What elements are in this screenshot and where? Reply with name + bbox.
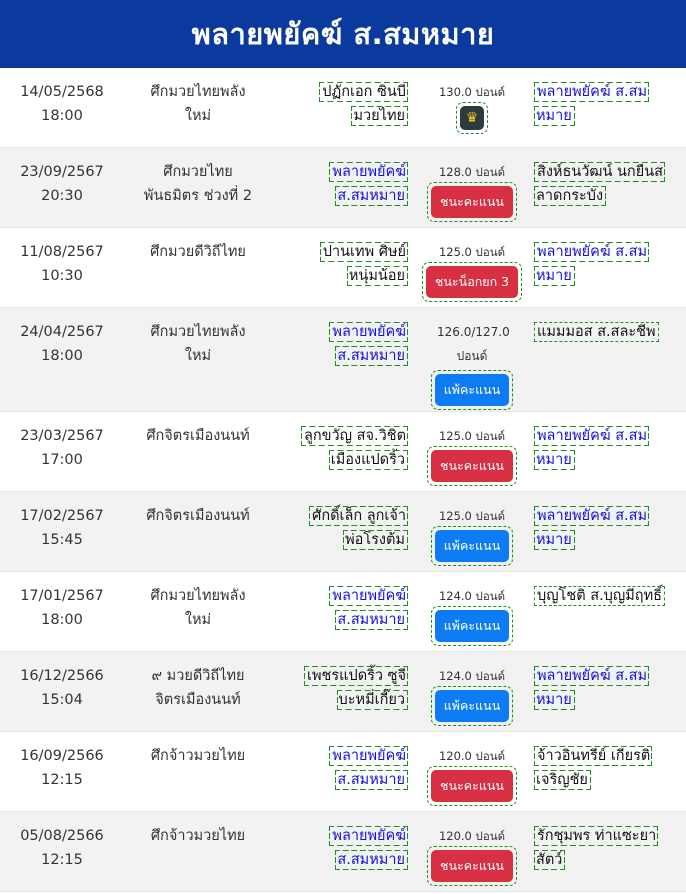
event-line1: ศึกมวยไทย bbox=[163, 164, 233, 180]
fighter-b bbox=[536, 664, 678, 712]
result-badge[interactable]: แพ้คะแนน bbox=[435, 610, 510, 642]
result-column bbox=[410, 662, 534, 726]
fighter-name-line1: พลายพยัคฆ์ ส.สม bbox=[537, 84, 648, 100]
table-row bbox=[0, 228, 686, 308]
event-line1: ศึกมวยไทยพลัง bbox=[150, 324, 246, 340]
event-line2: ใหม่ bbox=[184, 612, 212, 628]
fighter-b bbox=[536, 160, 678, 208]
fighter-name-line1: ปฏักเอก ซินบี bbox=[322, 84, 406, 100]
table-row bbox=[0, 412, 686, 492]
fighter-b bbox=[536, 240, 678, 288]
fight-date bbox=[0, 584, 124, 632]
fighter-name-line2: หมาย bbox=[536, 692, 572, 708]
event-name bbox=[124, 240, 272, 264]
page-title: พลายพยัคฆ์ ส.สมหมาย bbox=[191, 17, 495, 51]
result-column bbox=[410, 502, 534, 566]
fighter-a bbox=[288, 504, 406, 552]
fighter-a bbox=[288, 584, 406, 632]
result-badge[interactable]: แพ้คะแนน bbox=[435, 374, 510, 406]
fighter-name-line1: พลายพยัคฆ์ ส.สม bbox=[537, 428, 648, 444]
fight-date bbox=[0, 80, 124, 128]
fighter-a bbox=[288, 80, 406, 128]
weight-text: 125.0 ปอนด์ bbox=[438, 429, 506, 443]
result-badge[interactable]: ชนะคะแนน bbox=[431, 186, 513, 218]
result-badge[interactable]: ชนะคะแนน bbox=[431, 770, 513, 802]
fighter-name-line2: หนุ่มน้อย bbox=[348, 268, 405, 284]
result-badge[interactable]: ชนะน็อกยก 3 bbox=[426, 266, 518, 298]
fighter-name-fb[interactable] bbox=[536, 428, 647, 468]
date-text: 14/05/2568 bbox=[20, 84, 104, 100]
event-name bbox=[124, 744, 272, 768]
fighter-b bbox=[536, 504, 678, 552]
weight-text: 128.0 ปอนด์ bbox=[438, 165, 506, 179]
result-badge-frame bbox=[456, 102, 489, 134]
fight-date bbox=[0, 240, 124, 288]
fighter-name-line2: ลาดกระบัง bbox=[536, 188, 604, 204]
result-column bbox=[410, 158, 534, 222]
table-row bbox=[0, 652, 686, 732]
result-badge-frame bbox=[431, 370, 514, 410]
fight-date bbox=[0, 424, 124, 472]
fighter-b bbox=[536, 320, 678, 344]
fighter-name-line1: สิงห์ธนวัฒน์ นกยืนส bbox=[537, 164, 663, 180]
fighter-a bbox=[288, 240, 406, 288]
fighter-name-line1: พลายพยัคฆ์ bbox=[332, 164, 406, 180]
date-text: 16/09/2566 bbox=[20, 748, 104, 764]
fighter-b bbox=[536, 584, 678, 608]
fight-date bbox=[0, 160, 124, 208]
event-name bbox=[124, 584, 272, 632]
weight-text: 126.0/127.0 ปอนด์ bbox=[437, 325, 510, 363]
event-line1: ศึกจ้าวมวยไทย bbox=[150, 748, 246, 764]
event-name bbox=[124, 504, 272, 528]
result-badge[interactable] bbox=[460, 106, 485, 130]
fighter-name-line2: ส.สมหมาย bbox=[337, 188, 405, 204]
result-column bbox=[410, 422, 534, 486]
time-text: 15:04 bbox=[41, 692, 83, 708]
fighter-name-fb bbox=[536, 324, 657, 340]
table-row bbox=[0, 732, 686, 812]
weight-text: 130.0 ปอนด์ bbox=[438, 85, 506, 99]
time-text: 18:00 bbox=[41, 612, 83, 628]
fighter-name-line1: เพชรแปดริ้ว ซูจี bbox=[307, 668, 406, 684]
event-name bbox=[124, 80, 272, 128]
fighter-name-line2: หมาย bbox=[536, 532, 572, 548]
fighter-a bbox=[288, 160, 406, 208]
fighter-a bbox=[288, 320, 406, 368]
time-text: 18:00 bbox=[41, 348, 83, 364]
fighter-name-fb[interactable] bbox=[536, 244, 647, 284]
fighter-name-line2: สัตว์ bbox=[536, 852, 563, 868]
event-line2: จิตรเมืองนนท์ bbox=[155, 692, 241, 708]
fighter-name-fa bbox=[303, 428, 406, 468]
event-line1: ศึกจิตรเมืองนนท์ bbox=[146, 508, 250, 524]
event-name bbox=[124, 160, 272, 208]
fighter-b bbox=[536, 744, 678, 792]
fighter-name-line2: หมาย bbox=[536, 108, 572, 124]
weight-text: 120.0 ปอนด์ bbox=[438, 829, 506, 843]
fighter-a bbox=[288, 824, 406, 872]
fighter-b bbox=[536, 424, 678, 472]
fighter-name-line2: หมาย bbox=[536, 268, 572, 284]
table-row bbox=[0, 308, 686, 412]
fighter-name-line2: เจริญชัย bbox=[536, 772, 588, 788]
fight-date bbox=[0, 824, 124, 872]
event-line1: ๙ มวยดีวิถีไทย bbox=[151, 668, 245, 684]
crown-icon: ♛ bbox=[465, 110, 479, 126]
result-column bbox=[410, 238, 534, 302]
result-badge-frame bbox=[427, 182, 517, 222]
date-text: 23/03/2567 bbox=[20, 428, 104, 444]
result-badge[interactable]: แพ้คะแนน bbox=[435, 530, 510, 562]
event-line1: ศึกจิตรเมืองนนท์ bbox=[146, 428, 250, 444]
result-column bbox=[410, 742, 534, 806]
fighter-name-line1: แมมมอส ส.สละชีพ bbox=[537, 324, 656, 340]
fighter-name-line1: ศักดิ์เล็ก ลูกเจ้า bbox=[312, 508, 406, 524]
result-column bbox=[410, 318, 534, 410]
fight-date bbox=[0, 320, 124, 368]
fighter-name-fa[interactable] bbox=[331, 324, 406, 364]
result-badge-frame bbox=[427, 446, 517, 486]
fighter-name-fa bbox=[321, 84, 406, 124]
event-line2: ใหม่ bbox=[184, 108, 212, 124]
fighter-name-line1: พลายพยัคฆ์ bbox=[332, 324, 406, 340]
result-column bbox=[410, 78, 534, 134]
fighter-name-line2: พ่อโรงต้ม bbox=[345, 532, 405, 548]
event-line2: ใหม่ bbox=[184, 348, 212, 364]
page-header bbox=[0, 0, 686, 68]
result-badge[interactable]: ชนะคะแนน bbox=[431, 850, 513, 882]
date-text: 23/09/2567 bbox=[20, 164, 104, 180]
time-text: 18:00 bbox=[41, 108, 83, 124]
fighter-a bbox=[288, 424, 406, 472]
fighter-b bbox=[536, 824, 678, 872]
fighter-name-line1: พลายพยัคฆ์ ส.สม bbox=[537, 244, 648, 260]
result-badge-frame bbox=[427, 846, 517, 886]
result-column bbox=[410, 582, 534, 646]
table-row bbox=[0, 148, 686, 228]
event-line1: ศึกมวยไทยพลัง bbox=[150, 588, 246, 604]
fight-date bbox=[0, 664, 124, 712]
date-text: 11/08/2567 bbox=[20, 244, 104, 260]
table-row bbox=[0, 812, 686, 892]
result-badge-frame bbox=[427, 766, 517, 806]
date-text: 17/01/2567 bbox=[20, 588, 104, 604]
table-row bbox=[0, 68, 686, 148]
result-badge-frame bbox=[431, 686, 514, 726]
fighter-name-line1: ปานเทพ ศิษย์ bbox=[322, 244, 406, 260]
result-badge-frame bbox=[431, 526, 514, 566]
time-text: 12:15 bbox=[41, 772, 83, 788]
fighter-name-line1: รักชุมพร ท่าแซะยา bbox=[537, 828, 657, 844]
event-line1: ศึกมวยไทยพลัง bbox=[150, 84, 246, 100]
fighter-b bbox=[536, 80, 678, 128]
fight-history-table bbox=[0, 68, 686, 892]
fighter-name-line1: ลูกขวัญ สจ.วิชิต bbox=[303, 428, 406, 444]
time-text: 20:30 bbox=[41, 188, 83, 204]
fighter-name-line1: พลายพยัคฆ์ ส.สม bbox=[537, 668, 648, 684]
fighter-name-line2: หมาย bbox=[536, 452, 572, 468]
fighter-name-fb bbox=[536, 828, 656, 868]
fighter-name-line1: บุญโชติ ส.บุญมีฤทธิ์ bbox=[537, 588, 662, 604]
fighter-a bbox=[288, 744, 406, 792]
event-line2: พันธมิตร ช่วงที่ 2 bbox=[143, 188, 253, 204]
fighter-name-fa bbox=[306, 668, 406, 708]
date-text: 16/12/2566 bbox=[20, 668, 104, 684]
result-badge-frame bbox=[422, 262, 522, 302]
fighter-a bbox=[288, 664, 406, 712]
fighter-name-fb bbox=[536, 748, 650, 788]
result-badge-frame bbox=[431, 606, 514, 646]
event-line1: ศึกจ้าวมวยไทย bbox=[150, 828, 246, 844]
weight-text: 125.0 ปอนด์ bbox=[438, 509, 506, 523]
time-text: 17:00 bbox=[41, 452, 83, 468]
fight-date bbox=[0, 504, 124, 552]
fighter-name-line2: ส.สมหมาย bbox=[337, 852, 405, 868]
result-column bbox=[410, 822, 534, 886]
fighter-name-line2: มวยไทย bbox=[353, 108, 405, 124]
fighter-name-line1: พลายพยัคฆ์ ส.สม bbox=[537, 508, 648, 524]
fighter-name-line1: จ้าวอินทรีย์ เกียรติ bbox=[537, 748, 651, 764]
event-line1: ศึกมวยดีวิถีไทย bbox=[150, 244, 246, 260]
time-text: 15:45 bbox=[41, 532, 83, 548]
event-name bbox=[124, 424, 272, 448]
date-text: 24/04/2567 bbox=[20, 324, 104, 340]
fighter-name-fa[interactable] bbox=[331, 748, 406, 788]
date-text: 17/02/2567 bbox=[20, 508, 104, 524]
fight-date bbox=[0, 744, 124, 792]
result-badge[interactable]: ชนะคะแนน bbox=[431, 450, 513, 482]
fighter-name-fa bbox=[311, 508, 406, 548]
fighter-name-fa bbox=[322, 244, 406, 284]
fighter-name-fa[interactable] bbox=[331, 828, 406, 868]
fighter-name-line1: พลายพยัคฆ์ bbox=[332, 748, 406, 764]
event-name bbox=[124, 320, 272, 368]
fighter-name-line1: พลายพยัคฆ์ bbox=[332, 588, 406, 604]
weight-text: 120.0 ปอนด์ bbox=[438, 749, 506, 763]
fighter-name-fb[interactable] bbox=[536, 84, 647, 124]
fighter-name-fb[interactable] bbox=[536, 508, 647, 548]
fighter-name-line2: บะหมี่เกี๊ยว bbox=[338, 692, 405, 708]
fighter-name-line2: ส.สมหมาย bbox=[337, 348, 405, 364]
weight-text: 124.0 ปอนด์ bbox=[438, 589, 506, 603]
date-text: 05/08/2566 bbox=[20, 828, 104, 844]
event-name bbox=[124, 664, 272, 712]
event-name bbox=[124, 824, 272, 848]
fighter-name-fb[interactable] bbox=[536, 668, 647, 708]
table-row bbox=[0, 492, 686, 572]
fighter-name-fb bbox=[536, 164, 663, 204]
fighter-name-line2: ส.สมหมาย bbox=[337, 612, 405, 628]
fighter-name-line2: ส.สมหมาย bbox=[337, 772, 405, 788]
result-badge[interactable]: แพ้คะแนน bbox=[435, 690, 510, 722]
fighter-name-line1: พลายพยัคฆ์ bbox=[332, 828, 406, 844]
weight-text: 125.0 ปอนด์ bbox=[438, 245, 506, 259]
time-text: 10:30 bbox=[41, 268, 83, 284]
fighter-name-line2: เมืองแปดริ้ว bbox=[330, 452, 405, 468]
fighter-name-fa[interactable] bbox=[331, 164, 406, 204]
fighter-name-fa[interactable] bbox=[331, 588, 406, 628]
weight-text: 124.0 ปอนด์ bbox=[438, 669, 506, 683]
table-row bbox=[0, 572, 686, 652]
fighter-name-fb bbox=[536, 588, 663, 604]
time-text: 12:15 bbox=[41, 852, 83, 868]
